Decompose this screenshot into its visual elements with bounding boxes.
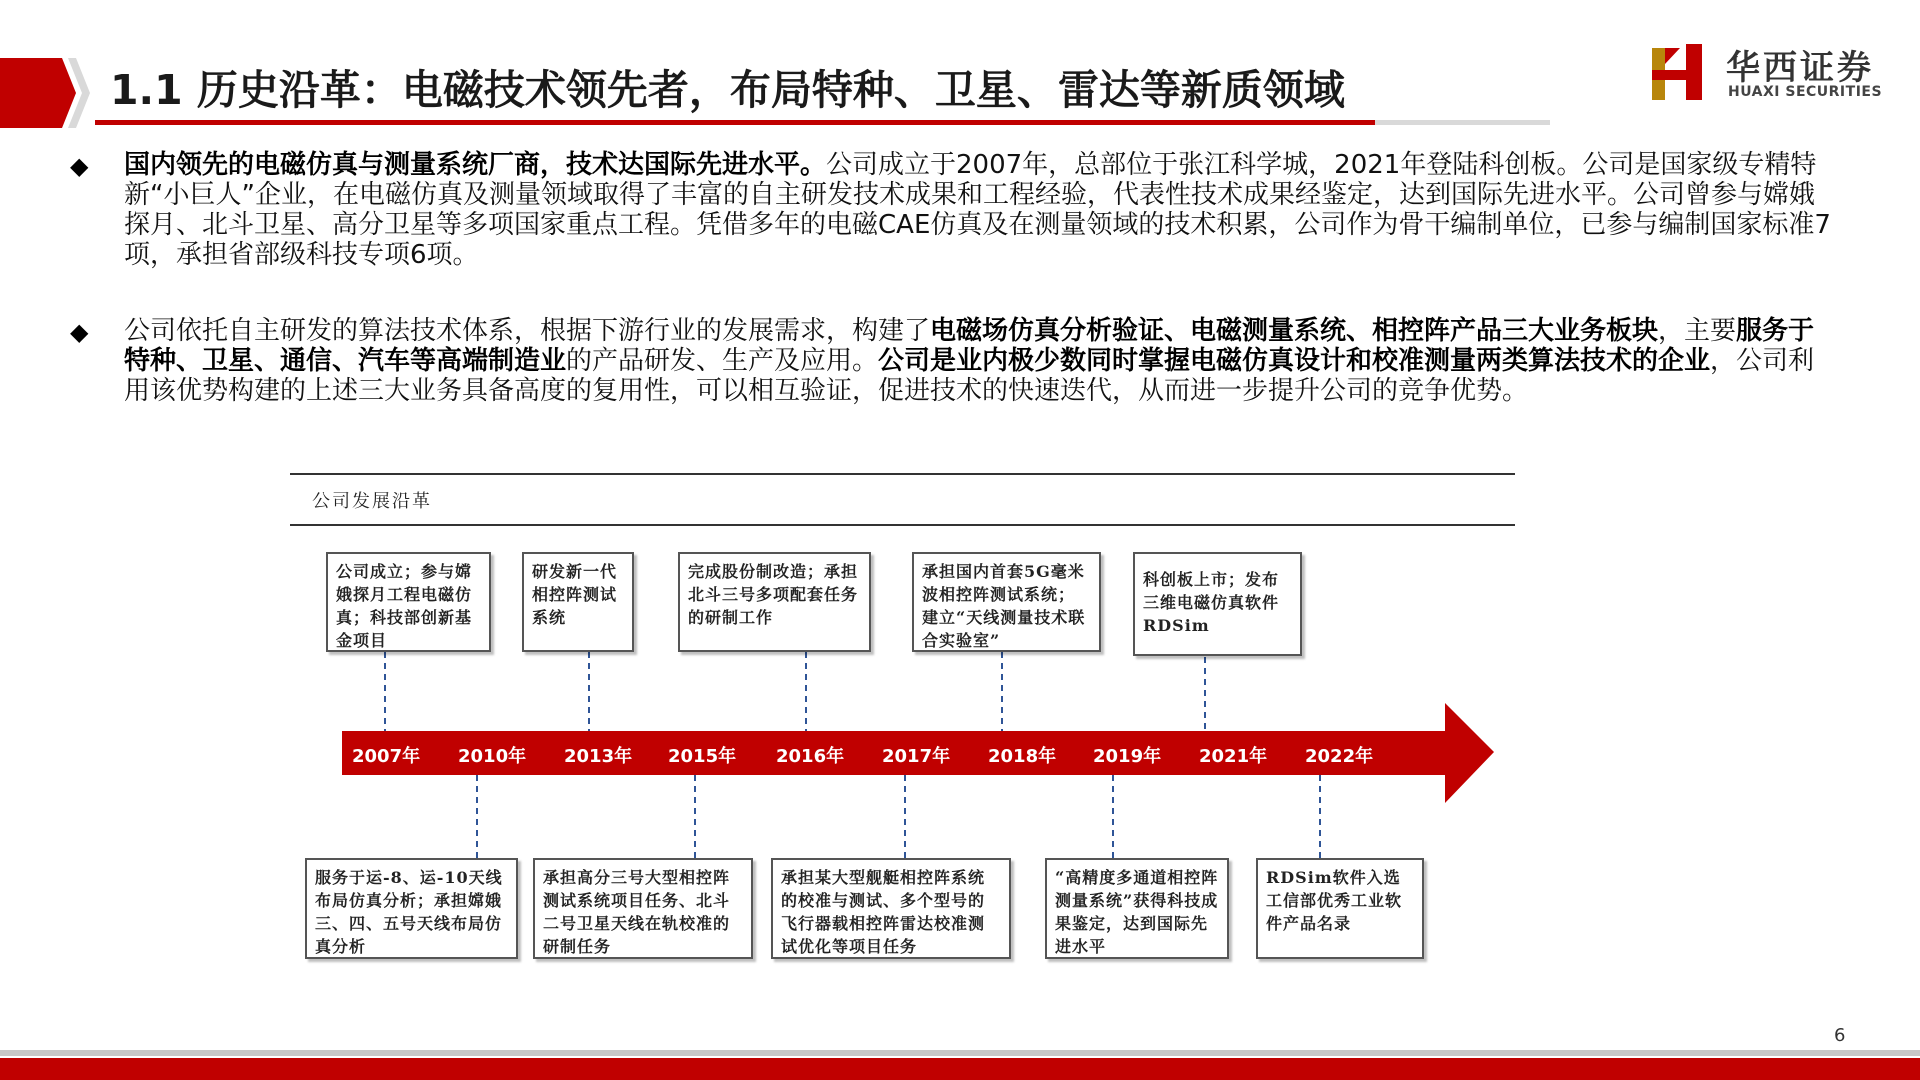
timeline-year: 2022年 — [1305, 746, 1374, 767]
logo-english-name: HUAXI SECURITIES — [1728, 84, 1883, 100]
timeline-event-bottom: 承担高分三号大型相控阵测试系统项目任务、北斗二号卫星天线在轨校准的研制任务 — [533, 858, 753, 959]
timeline-year: 2013年 — [564, 746, 633, 767]
timeline-year: 2010年 — [458, 746, 527, 767]
timeline-year: 2018年 — [988, 746, 1057, 767]
timeline-event-bottom: 服务于运-8、运-10天线布局仿真分析；承担嫦娥三、四、五号天线布局仿真分析 — [305, 858, 518, 959]
diamond-bullet-icon: ◆ — [70, 318, 89, 346]
bullet-2-bold-part: 服务于特种、卫星、通信、汽车等高端制造业 — [124, 316, 1815, 376]
logo-chinese-name: 华西证券 — [1726, 48, 1874, 88]
timeline-event-top: 研发新一代相控阵测试系统 — [522, 552, 634, 652]
timeline-year: 2021年 — [1199, 746, 1268, 767]
timeline-event-top: 完成股份制改造；承担北斗三号多项配套任务的研制工作 — [678, 552, 871, 652]
bullet-2-bold-part: 电磁场仿真分析验证、电磁测量系统、相控阵产品三大业务板块 — [930, 316, 1659, 346]
timeline-event-top: 科创板上市；发布三维电磁仿真软件RDSim — [1133, 552, 1302, 656]
footer-divider — [0, 1050, 1920, 1056]
timeline-event-top: 公司成立；参与嫦娥探月工程电磁仿真；科技部创新基金项目 — [326, 552, 491, 652]
timeline-year: 2016年 — [776, 746, 845, 767]
timeline-year: 2007年 — [352, 746, 421, 767]
timeline-event-bottom: “高精度多通道相控阵测量系统”获得科技成果鉴定，达到国际先进水平 — [1045, 858, 1229, 959]
bullet-2-text-part: 公司依托自主研发的算法技术体系，根据下游行业的发展需求，构建了 — [124, 316, 931, 346]
timeline-event-bottom: RDSim软件入选工信部优秀工业软件产品名录 — [1256, 858, 1424, 959]
page-number: 6 — [1834, 1025, 1846, 1046]
timeline-year: 2015年 — [668, 746, 737, 767]
diamond-bullet-icon: ◆ — [70, 152, 89, 180]
footer-bar — [0, 1058, 1920, 1080]
timeline-year: 2017年 — [882, 746, 951, 767]
bullet-1-body: 公司成立于2007年，总部位于张江科学城，2021年登陆科创板。公司是国家级专精特新“小巨人”企业，在电磁仿真及测量领域取得了丰富的自主研发技术成果和工程经验，代表性技术成果经鉴定，达到国际先进水平。公司曾参与嫦娥探月、北斗卫星、高分卫星等多项国家重点工程。凭借多年的电磁CAE仿真及在测量领域的技术积累，公司作为骨干编制单位，已参与编制国家标准7项，承担省部级科技专项6项。 — [124, 150, 1831, 270]
bullet-2-text-part: 的产品研发、生产及应用。 — [566, 346, 879, 376]
figure-caption: 公司发展沿革 — [312, 491, 432, 512]
bullet-1-bold-lead: 国内领先的电磁仿真与测量系统厂商，技术达国际先进水平。 — [124, 150, 827, 180]
timeline-event-bottom: 承担某大型舰艇相控阵系统的校准与测试、多个型号的飞行器载相控阵雷达校准测试优化等项目任务 — [771, 858, 1011, 959]
bullet-2-text-part: ，公司利用该优势构建的上述三大业务具备高度的复用性，可以相互验证，促进技术的快速迭代，从而进一步提升公司的竞争优势。 — [124, 346, 1815, 406]
bullet-2-text-part: ，主要 — [1658, 316, 1737, 346]
timeline-year: 2019年 — [1093, 746, 1162, 767]
slide-title: 1.1 历史沿革：电磁技术领先者，布局特种、卫星、雷达等新质领域 — [110, 66, 1345, 114]
bullet-2-bold-part: 公司是业内极少数同时掌握电磁仿真设计和校准测量两类算法技术的企业 — [878, 346, 1711, 376]
timeline-event-top: 承担国内首套5G毫米波相控阵测试系统；建立“天线测量技术联合实验室” — [912, 552, 1101, 652]
